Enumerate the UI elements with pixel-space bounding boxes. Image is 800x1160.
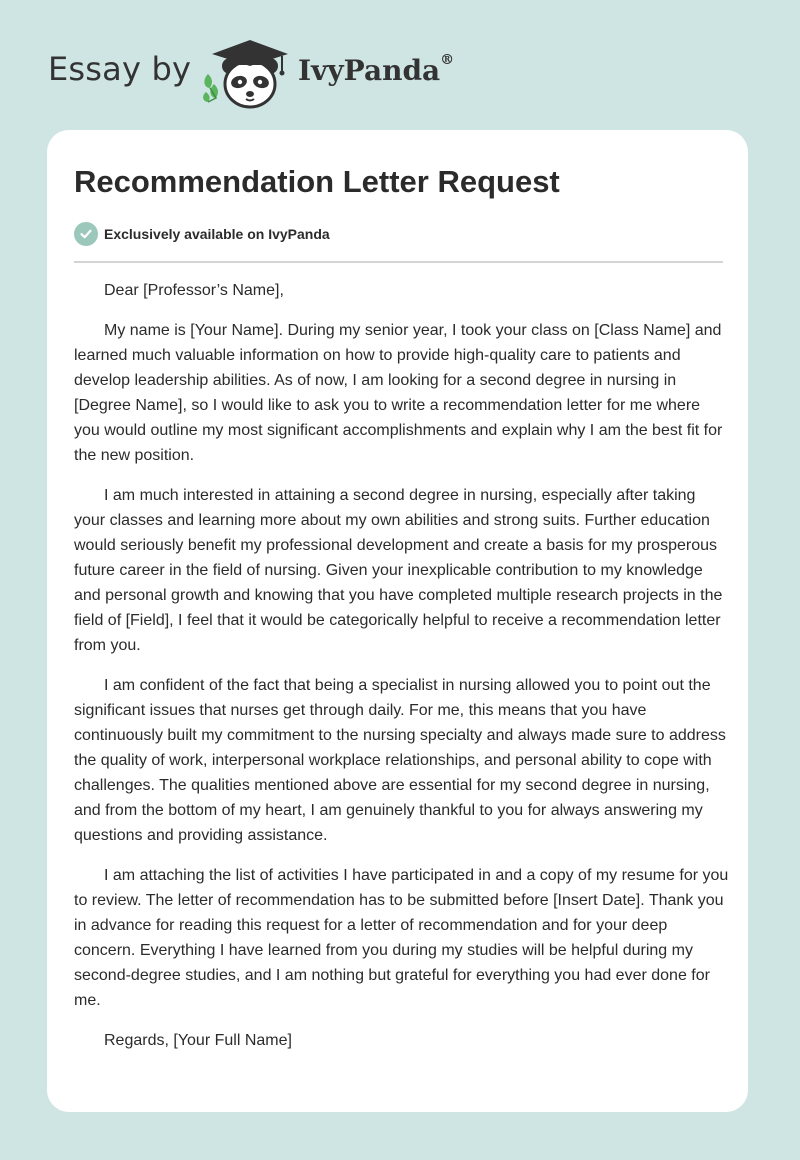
title-divider xyxy=(74,261,723,263)
check-circle-icon xyxy=(74,222,98,246)
page-title: Recommendation Letter Request xyxy=(74,164,560,199)
brand-name[interactable] xyxy=(298,54,454,87)
exclusive-badge xyxy=(74,222,330,246)
body-paragraph: I am confident of the fact that being a specialist in nursing allowed you to point out the significant issues that nurses get through daily. For me, this means that you have continuously built my commitment to the nursing specialty and always made sure to address the quality of work, interpersonal workplace relationships, and personal ability to cope with challenges. The qualities mentioned above are essential for my second degree in nursing, and from the bottom of my heart, I am genuinely thankful to you for always answering my questions and providing assistance. xyxy=(74,677,726,844)
salutation: Dear [Professor’s Name], xyxy=(104,282,284,299)
panda-graduation-cap-icon[interactable] xyxy=(200,36,296,112)
body-paragraph: My name is [Your Name]. During my senior year, I took your class on [Class Name] and learned much valuable information on how to provide high-quality care to patients and develop leadership abilities. As of now, I am looking for a second degree in nursing in [Degree Name], so I would like to ask you to write a recommendation letter for me where you would outline my most significant accomplishments and explain why I am the best fit for the new position. xyxy=(74,322,723,464)
essay-card xyxy=(47,130,748,1112)
body-paragraph: I am attaching the list of activities I have participated in and a copy of my resume for you to review. The letter of recommendation has to be submitted before [Insert Date]. Thank you in advance for reading this request for a letter of recommendation and for your deep concern. Everything I have learned from you during my studies will be helpful during my second-degree studies, and I am nothing but grateful for everything you had ever done for me. xyxy=(74,867,729,1009)
ivy-leaf-icon xyxy=(203,74,218,102)
letter-body xyxy=(74,278,729,1068)
exclusive-badge-label: Exclusively available on IvyPanda xyxy=(104,226,330,242)
body-paragraph: I am much interested in attaining a second degree in nursing, especially after taking your classes and learning more about my own abilities and strong suits. Further education would seriously benefit my professional development and create a basis for my prosperous future career in the field of nursing. Given your inexplicable contribution to my knowledge and personal growth and knowing that you have completed multiple research projects in the field of [Field], I feel that it would be categorically helpful to receive a recommendation letter from you. xyxy=(74,487,723,654)
closing-signature: Regards, [Your Full Name] xyxy=(104,1032,292,1049)
essay-by-label: Essay by xyxy=(48,50,192,88)
brand-name-text: IvyPanda xyxy=(298,54,441,87)
site-header xyxy=(0,0,800,130)
registered-mark: ® xyxy=(440,52,455,68)
